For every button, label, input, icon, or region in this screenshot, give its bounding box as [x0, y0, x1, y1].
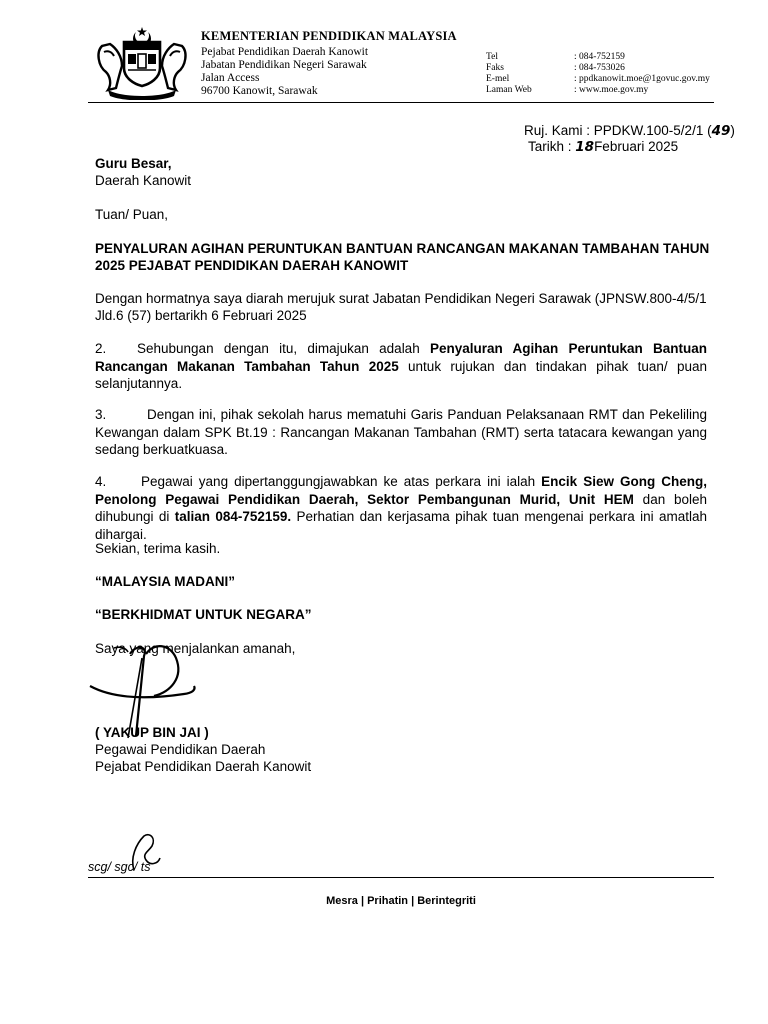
paragraph-3-text: Dengan ini, pihak sekolah harus mematuhi Garis Panduan Pelaksanaan RMT dan Pekeliling Kewangan dalam SPK Bt.19 : Rancangan Makanan Tambahan (RMT) serta tatacara kewangan yang sedang berkuatkuasa. — [95, 407, 707, 457]
subject-line-1: PENYALURAN AGIHAN PERUNTUKAN BANTUAN RANCANGAN MAKANAN TAMBAHAN TAHUN — [95, 241, 710, 256]
fax-label: Faks — [486, 63, 504, 73]
address-line-2: Jabatan Pendidikan Negeri Sarawak — [201, 59, 367, 71]
paragraph-2-intro: Sehubungan dengan itu, dimajukan adalah — [137, 341, 430, 356]
paragraph-2-number: 2. — [95, 341, 107, 356]
tel-value: : 084-752159 — [574, 52, 625, 62]
salutation: Tuan/ Puan, — [95, 207, 169, 222]
org-name: KEMENTERIAN PENDIDIKAN MALAYSIA — [201, 29, 457, 43]
reference-close: ) — [730, 123, 735, 138]
paragraph-4 — [95, 473, 707, 543]
address-line-1: Pejabat Pendidikan Daerah Kanowit — [201, 46, 369, 58]
paragraph-2 — [95, 340, 707, 393]
copy-initials: scg/ sgc/ ts — [88, 860, 151, 874]
reference-number — [524, 123, 735, 139]
paragraph-4-rest: Perhatian dan kerjasama pihak tuan mengenai perkara ini amatlah dihargai. — [95, 509, 707, 542]
website-value: : www.moe.gov.my — [574, 85, 649, 95]
letterhead-divider — [88, 102, 714, 103]
date-month-year: Februari 2025 — [594, 139, 679, 154]
address-line-3: Jalan Access — [201, 72, 260, 84]
fax-value: : 084-753026 — [574, 63, 625, 73]
email-value: : ppdkanowit.moe@1govuc.gov.my — [574, 74, 710, 84]
recipient-place: Daerah Kanowit — [95, 173, 192, 188]
paragraph-2-rest: untuk rujukan dan tindakan pihak tuan/ puan selanjutannya. — [95, 358, 708, 391]
date-label: Tarikh : — [528, 139, 576, 154]
closing-trust: Saya yang menjalankan amanah, — [95, 641, 296, 656]
paragraph-1-line-1: Dengan hormatnya saya diarah merujuk surat Jabatan Pendidikan Negeri Sarawak (JPNSW.800-4/5/1 — [95, 291, 707, 306]
recipient-title: Guru Besar, — [95, 156, 172, 171]
paragraph-3 — [95, 406, 707, 459]
paragraph-4-officer: Encik Siew Gong Cheng, Penolong Pegawai Pendidikan Daerah, Sektor Pembangunan Murid, Unit HEM — [95, 474, 707, 507]
footer-divider — [88, 877, 714, 878]
reference-handwritten: 49 — [711, 123, 731, 139]
paragraph-4-intro: Pegawai yang dipertanggungjawabkan ke atas perkara ini ialah — [141, 474, 542, 489]
footer-tagline: Mesra | Prihatin | Berintegriti — [326, 895, 476, 907]
address-line-4: 96700 Kanowit, Sarawak — [201, 85, 318, 97]
email-label: E-mel — [486, 74, 510, 84]
paragraph-4-mid: dan boleh dihubungi di — [95, 491, 708, 524]
signatory-name: ( YAKUP BIN JAI ) — [95, 725, 209, 740]
website-label: Laman Web — [486, 85, 532, 95]
paragraph-4-number: 4. — [95, 474, 107, 489]
paragraph-1-line-2: Jld.6 (57) bertarikh 6 Februari 2025 — [95, 308, 307, 323]
motto-berkhidmat: “BERKHIDMAT UNTUK NEGARA” — [95, 607, 312, 622]
paragraph-4-phone: talian 084-752159. — [174, 509, 292, 524]
closing-thanks: Sekian, terima kasih. — [95, 541, 221, 556]
tel-label: Tel — [486, 52, 498, 62]
signatory-office: Pejabat Pendidikan Daerah Kanowit — [95, 759, 312, 774]
malaysia-coat-of-arms-logo — [92, 26, 192, 100]
letter-date — [528, 139, 678, 155]
subject-line-2: 2025 PEJABAT PENDIDIKAN DAERAH KANOWIT — [95, 258, 409, 273]
paragraph-2-bold: Penyaluran Agihan Peruntukan Bantuan Rancangan Makanan Tambahan Tahun 2025 — [95, 341, 707, 374]
paragraph-3-number: 3. — [95, 407, 107, 422]
motto-malaysia-madani: “MALAYSIA MADANI” — [95, 574, 236, 589]
reference-label: Ruj. Kami : PPDKW.100-5/2/1 ( — [524, 123, 712, 138]
signatory-position: Pegawai Pendidikan Daerah — [95, 742, 266, 757]
date-handwritten-day: 18 — [575, 139, 595, 155]
